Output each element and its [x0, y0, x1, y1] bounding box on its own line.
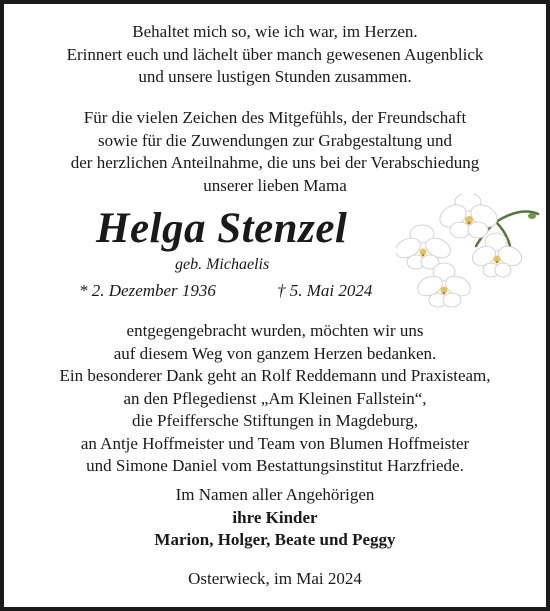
text-line: sowie für die Zuwendungen zur Grabgestaltung und [97, 130, 453, 150]
text-line: an den Pflegedienst „Am Kleinen Fallstein“, [123, 388, 427, 408]
acknowledgements [4, 320, 546, 478]
text-line: an Antje Hoffmeister und Team von Blumen Hoffmeister [80, 433, 470, 453]
signature-block [4, 484, 546, 552]
orchid-flower-icon [396, 194, 542, 310]
death-date: † 5. Mai 2024 [277, 281, 373, 300]
thanks-intro [4, 107, 546, 197]
intro-verse [4, 21, 546, 89]
text-line: auf diesem Weg von ganzem Herzen bedanken. [113, 343, 437, 363]
text-line: der herzlichen Anteilnahme, die uns bei der Verabschiedung [70, 153, 480, 172]
verse-line: Behaltet mich so, wie ich war, im Herzen. [132, 22, 418, 41]
text-line: die Pfeiffersche Stiftungen in Magdeburg, [132, 411, 418, 430]
text-line: und Simone Daniel vom Bestattungsinstitut Harzfriede. [86, 456, 464, 475]
signature-relation: ihre Kinder [232, 507, 318, 527]
deceased-name: Helga Stenzel [96, 205, 348, 252]
signature-names: Marion, Holger, Beate und Peggy [154, 530, 396, 549]
signature-line: Im Namen aller Angehörigen [175, 485, 375, 504]
text-line: entgegengebracht wurden, möchten wir uns [126, 321, 424, 340]
text-line: unserer lieben Mama [203, 175, 347, 195]
verse-line: Erinnert euch und lächelt über manch gewesenen Augenblick [66, 44, 484, 64]
birth-date: * 2. Dezember 1936 [79, 281, 216, 300]
place-date: Osterwieck, im Mai 2024 [188, 569, 362, 588]
verse-line: und unsere lustigen Stunden zusammen. [138, 67, 412, 86]
text-line: Ein besonderer Dank geht an Rolf Reddemann und Praxisteam, [59, 366, 491, 385]
text-line: Für die vielen Zeichen des Mitgefühls, der Freundschaft [83, 108, 467, 127]
maiden-name: geb. Michaelis [175, 256, 270, 273]
